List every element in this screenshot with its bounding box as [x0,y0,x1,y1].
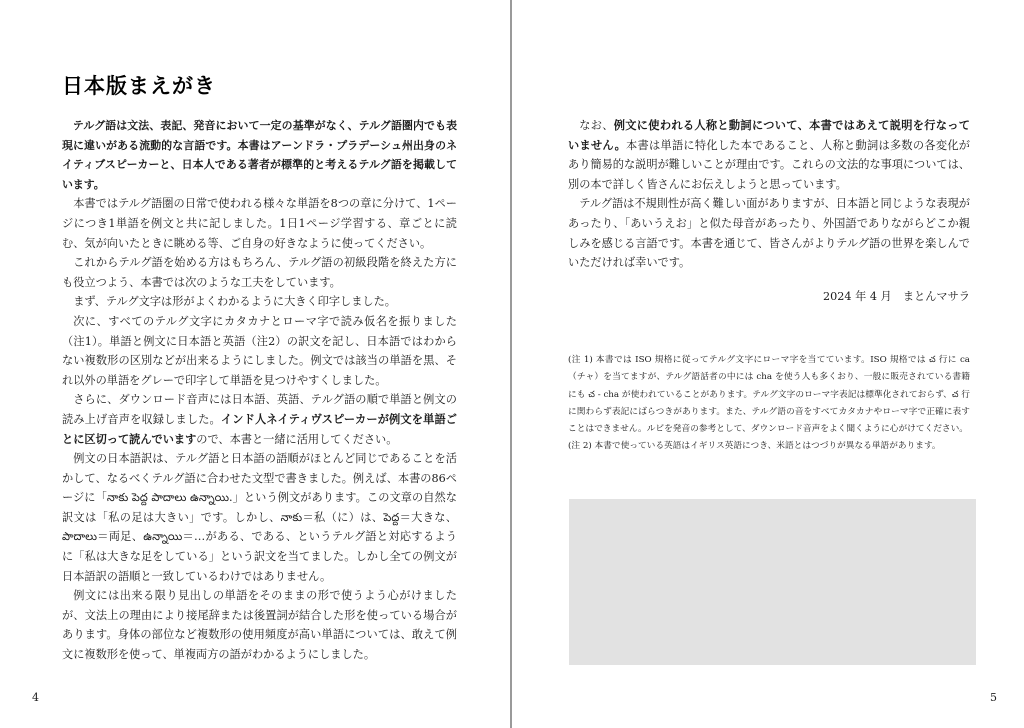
footnote-1: (注 1) 本書では ISO 規格に従ってテルグ文字にローマ字を当てています。ISO 規格では చ 行に ca（チャ）を当てますが、テルグ語話者の中には cha を使う人も多くおり、一般に販売されている書籍にも చ - cha が使われていることがあります。テルグ文字のローマ字表記は標準化されておらず、చ 行に関わらず表記にばらつきがあります。また、テルグ語の音をすべてカタカナやローマ字で正確に表すことはできません。ルビを発音の参考として、ダウンロード音声をよく聞くように心がけてください。 [568,355,970,435]
text-run: なお、 [579,119,614,132]
text-run: さらに、ダウンロード音声には日本語、英語、テルグ語の順で単語と例文の読み上げ音声を収録しました。 [62,393,457,426]
paragraph [568,116,970,194]
text-run: ので、本書と一緒に活用してください。 [196,432,398,446]
paragraph: 次に、すべてのテルグ文字にカタカナとローマ字で読み仮名を振りました（注1）。単語と例文に日本語と英語（注2）の訳文を記し、日本語ではわからない複数形の区別などが出来るようにしました。例文では該当の単語を黒、それ以外の単語をグレーで印字して単語を見つけやすくしました。 [62,314,457,387]
lead-paragraph: テルグ語は文法、表記、発音において一定の基準がなく、テルグ語圏内でも表現に違いがある流動的な言語です。本書はアーンドラ・プラデーシュ州出身のネイティブスピーカーと、日本人である著者が標準的と考えるテルグ語を掲載しています。 [62,119,457,191]
paragraph: これからテルグ語を始める方はもちろん、テルグ語の初級段階を終えた方にも役立つよう、本書では次のような工夫をしています。 [62,256,457,289]
paragraph: まず、テルグ文字は形がよくわかるように大きく印字しました。 [73,295,396,309]
bold-text-run: インド人ネイティヴスピーカーが例文を単語ごとに区切って読んでいます [62,412,457,446]
paragraph: テルグ語は不規則性が高く難しい面がありますが、日本語と同じような表現があったり、「あいうえお」と似た母音があったり、外国語でありながらどこか親しみを感じる言語です。本書を通じて、皆さんがよりテルグ語の世界を楽しんでいただければ幸いです。 [568,197,970,270]
footnotes [568,352,970,456]
paragraph: 本書ではテルグ語圏の日常で使われる様々な単語を8つの章に分けて、1ページにつき1単語を例文と共に記しました。1日1ページ学習する、章ごとに読む、気が向いたときに眺める等、ご自身の好きなように使ってください。 [62,197,457,250]
signature-date: 2024 年 4 月 まとんマサラ [823,289,970,303]
right-body-text [568,116,970,306]
paragraph [62,390,457,449]
page-number-right: 5 [990,691,997,704]
image-placeholder [569,499,976,665]
paragraph: 例文には出来る限り見出しの単語をそのままの形で使うよう心がけましたが、文法上の理由により接尾辞または後置詞が結合した形を使っている場合があります。身体の部位など複数形の使用頻度が高い単語については、敢えて例文に複数形を使って、単複両方の語がわかるようにしました。 [62,589,457,662]
left-page [0,0,511,728]
text-run: 本書は単語に特化した本であること、人称と動詞は多数の各変化があり簡易的な説明が難しいことが理由です。これらの文法的な事項については、別の本で詳しく皆さんにお伝えしようと思っています。 [568,138,970,191]
page-title: 日本版まえがき [62,74,216,98]
page-number-left: 4 [32,691,39,704]
paragraph: 例文の日本語訳は、テルグ語と日本語の語順がほとんど同じであることを活かして、なるべくテルグ語に合わせた文型で書きました。例えば、本書の86ページに「నాకు పెద్ద పాదాలు ఉన్నాయి.」という例文があります。この文章の自然な訳文は「私の足は大きい」です。しかし、నాకు＝私（に）は、పెద్ద＝大きな、పాదాలు＝両足、ఉన్నాయి＝…がある、である、というテルグ語と対応するように「私は大きな足をしている」という訳文を当てました。しかし全ての例文が日本語訳の語順と一致しているわけではありません。 [62,452,457,583]
bold-text-run: 例文に使われる人称と動詞について、本書ではあえて説明を行なっていません。 [568,119,970,152]
left-body-text [62,116,457,665]
footnote-2: (注 2) 本書で使っている英語はイギリス英語につき、米語とはつづりが異なる単語があります。 [568,441,941,452]
